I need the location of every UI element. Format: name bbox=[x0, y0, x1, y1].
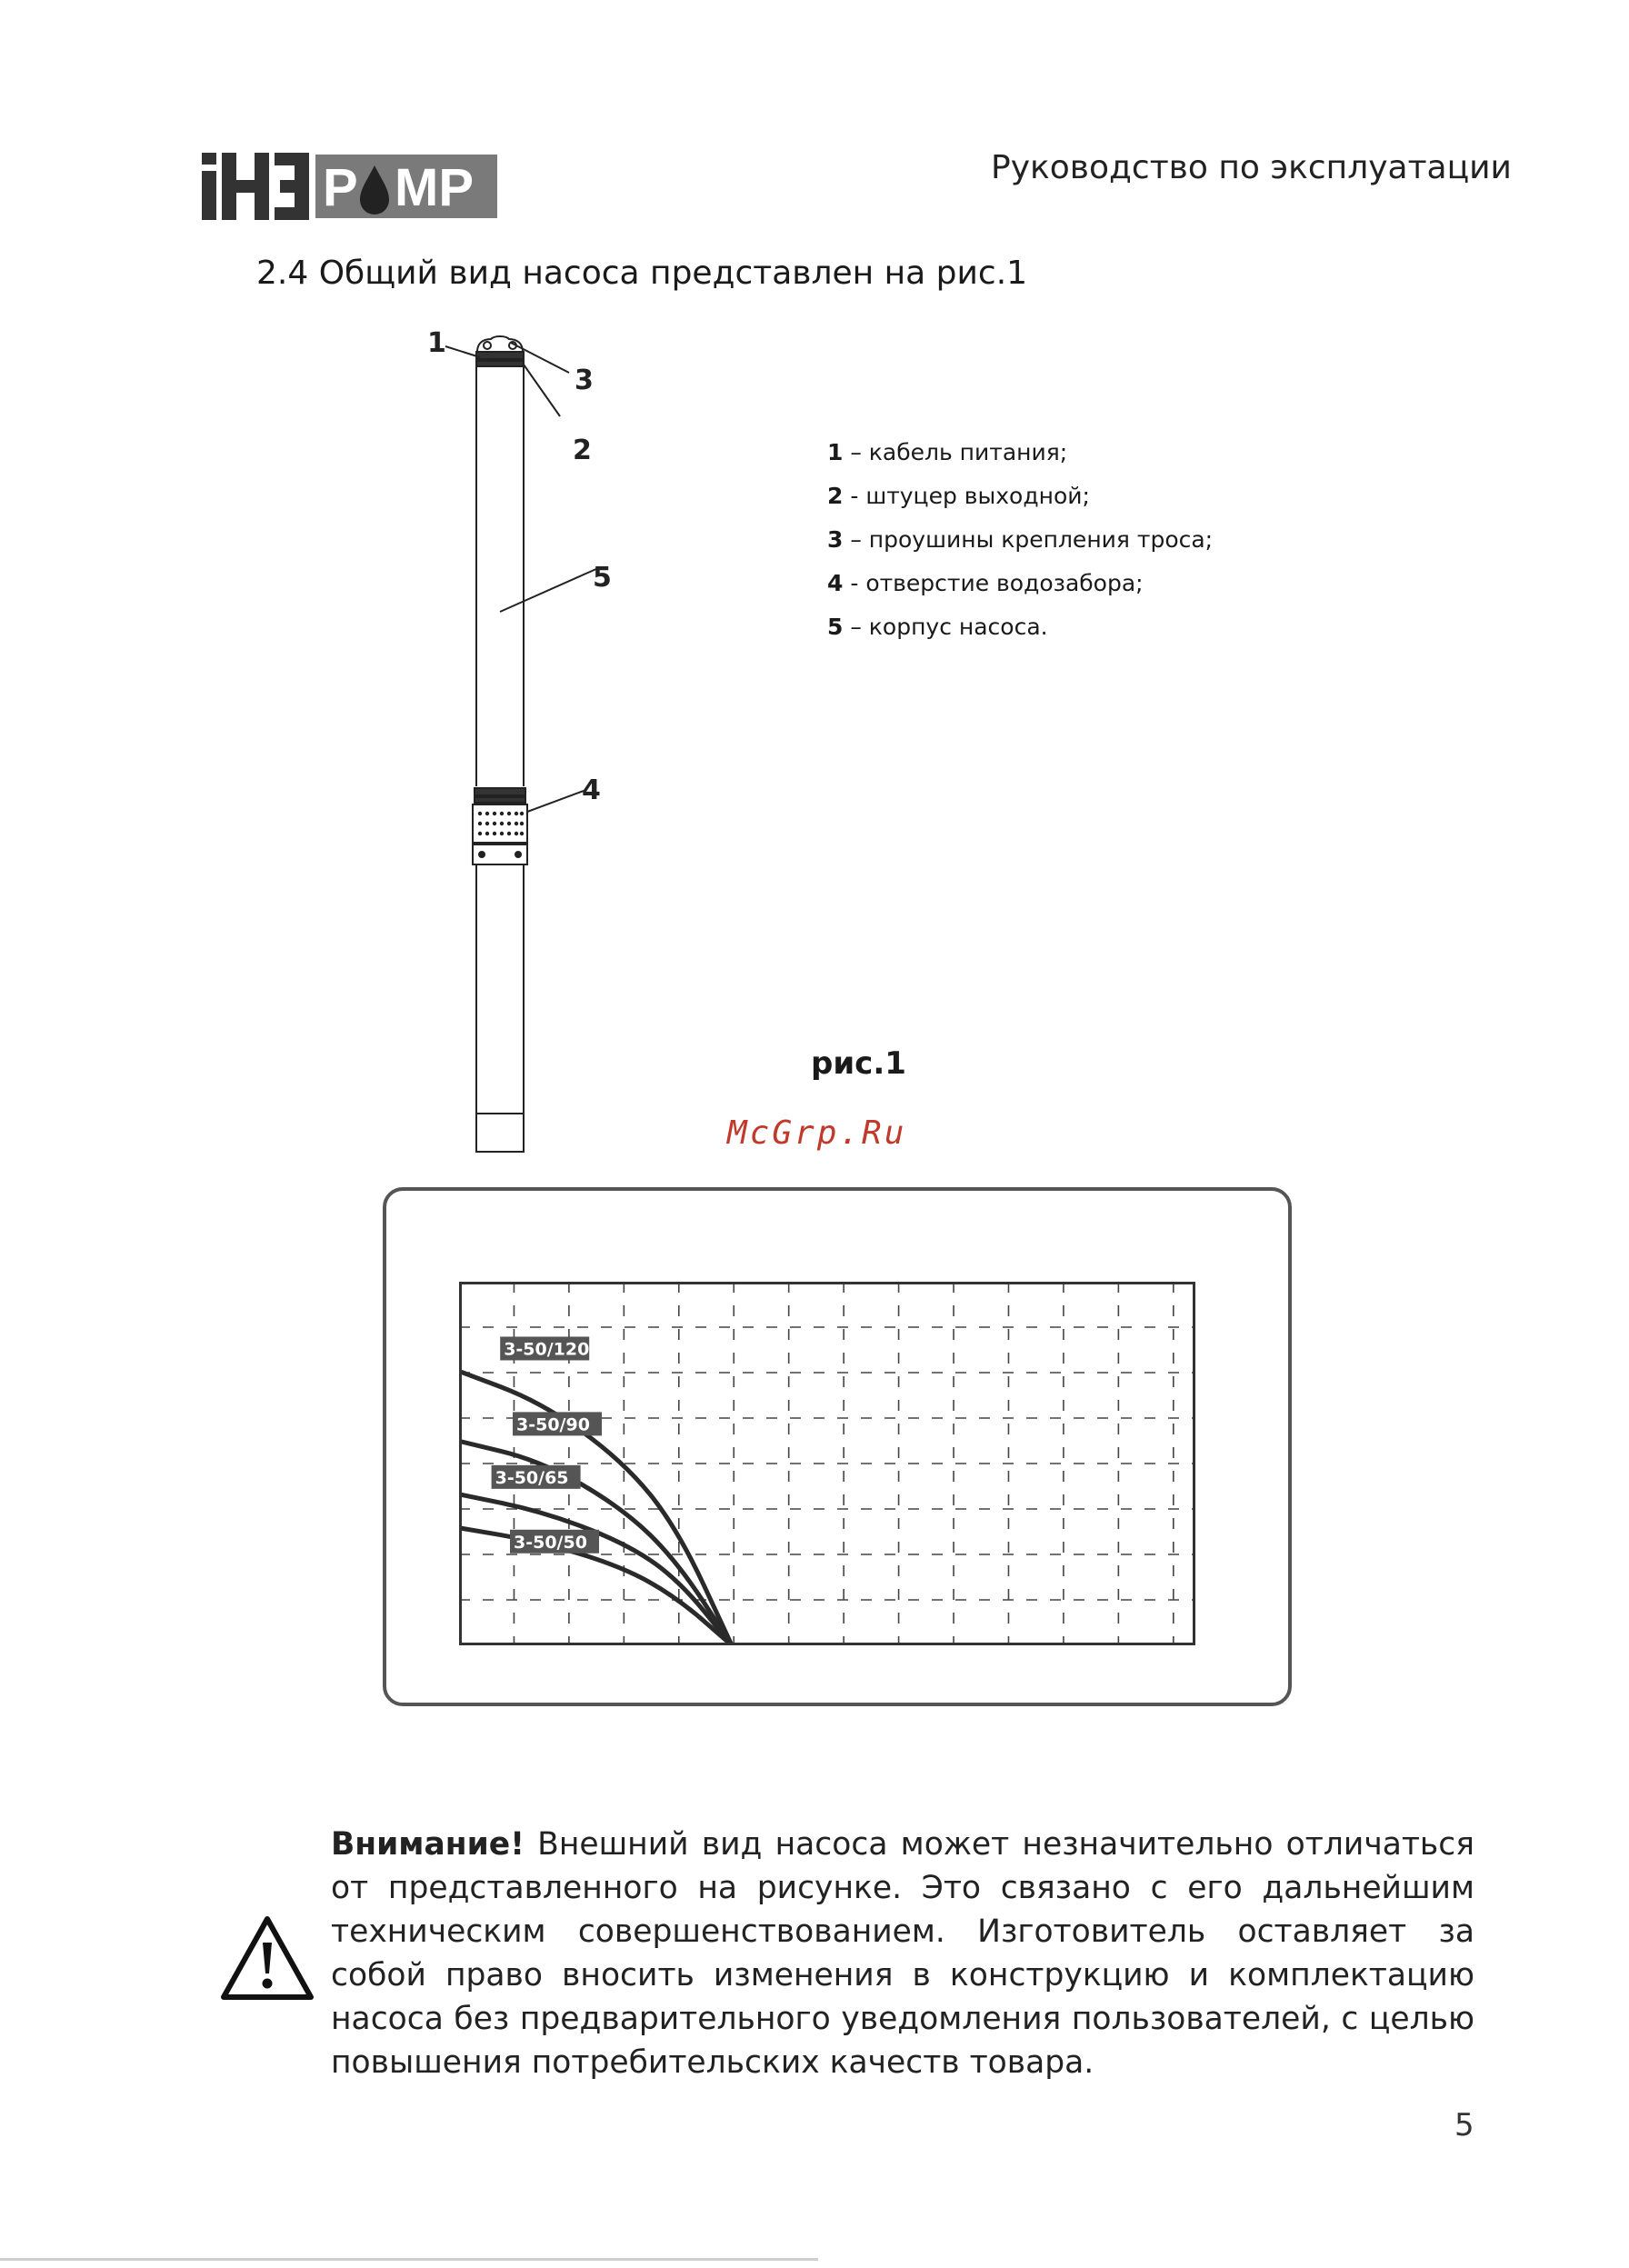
callout-5: 5 bbox=[593, 562, 612, 594]
svg-text:P: P bbox=[323, 158, 358, 217]
callout-3: 3 bbox=[575, 365, 594, 396]
legend-item bbox=[827, 562, 1213, 605]
series-label-3-50/90 bbox=[513, 1412, 602, 1435]
legend-item bbox=[827, 605, 1213, 649]
callout-2: 2 bbox=[573, 435, 592, 466]
series-label-text: 3-50/90 bbox=[516, 1414, 590, 1435]
legend-num: 3 bbox=[827, 526, 844, 553]
svg-text:MP: MP bbox=[395, 158, 474, 217]
scan-edge-line bbox=[0, 2258, 818, 2261]
callout-1: 1 bbox=[427, 327, 446, 359]
figure-caption: рис.1 bbox=[811, 1045, 906, 1082]
warning-body: Внешний вид насоса может незначительно отличаться от представленного на рисунке. Это связано с его дальнейшим техническим совершенствованием. Изготовитель оставляет за собой право вносить изменения в конструкцию и комплектацию насоса без предварительного уведомления пользователей, с целью повышения потребительских качеств товара. bbox=[331, 1826, 1474, 2081]
chart-series-labels bbox=[492, 1336, 602, 1553]
section-heading: 2.4 Общий вид насоса представлен на рис.1 bbox=[256, 255, 1028, 292]
series-label-3-50/50 bbox=[510, 1530, 599, 1554]
legend-item bbox=[827, 518, 1213, 562]
legend-num: 4 bbox=[827, 570, 844, 596]
legend-num: 5 bbox=[827, 614, 844, 640]
warning-label: Внимание! bbox=[331, 1826, 525, 1863]
callout-4: 4 bbox=[582, 774, 601, 806]
legend-text: - отверстие водозабора; bbox=[843, 570, 1144, 596]
legend-text: – кабель питания; bbox=[843, 439, 1068, 465]
legend-item bbox=[827, 431, 1213, 475]
series-label-3-50/65 bbox=[492, 1465, 581, 1489]
pump-performance-chart bbox=[459, 1282, 1195, 1645]
figure-legend bbox=[827, 431, 1213, 649]
warning-paragraph bbox=[331, 1823, 1474, 2084]
series-line-3-50/65 bbox=[459, 1494, 732, 1645]
brand-logo bbox=[202, 153, 497, 220]
legend-text: – корпус насоса. bbox=[843, 614, 1048, 640]
legend-num: 2 bbox=[827, 483, 844, 509]
series-label-text: 3-50/120 bbox=[504, 1339, 590, 1360]
legend-text: – проушины крепления троса; bbox=[843, 526, 1214, 553]
warning-triangle-icon bbox=[218, 1913, 316, 2004]
page-number: 5 bbox=[1454, 2107, 1474, 2143]
watermark: McGrp.Ru bbox=[727, 1114, 907, 1152]
page-header-title: Руководство по эксплуатации bbox=[991, 149, 1512, 186]
pump-diagram bbox=[400, 323, 636, 1173]
series-label-text: 3-50/65 bbox=[495, 1467, 569, 1488]
legend-text: - штуцер выходной; bbox=[843, 483, 1090, 509]
legend-num: 1 bbox=[827, 439, 844, 465]
series-label-3-50/120 bbox=[500, 1336, 589, 1360]
series-label-text: 3-50/50 bbox=[514, 1532, 587, 1553]
chart-grid bbox=[459, 1282, 1195, 1645]
legend-item bbox=[827, 475, 1213, 518]
